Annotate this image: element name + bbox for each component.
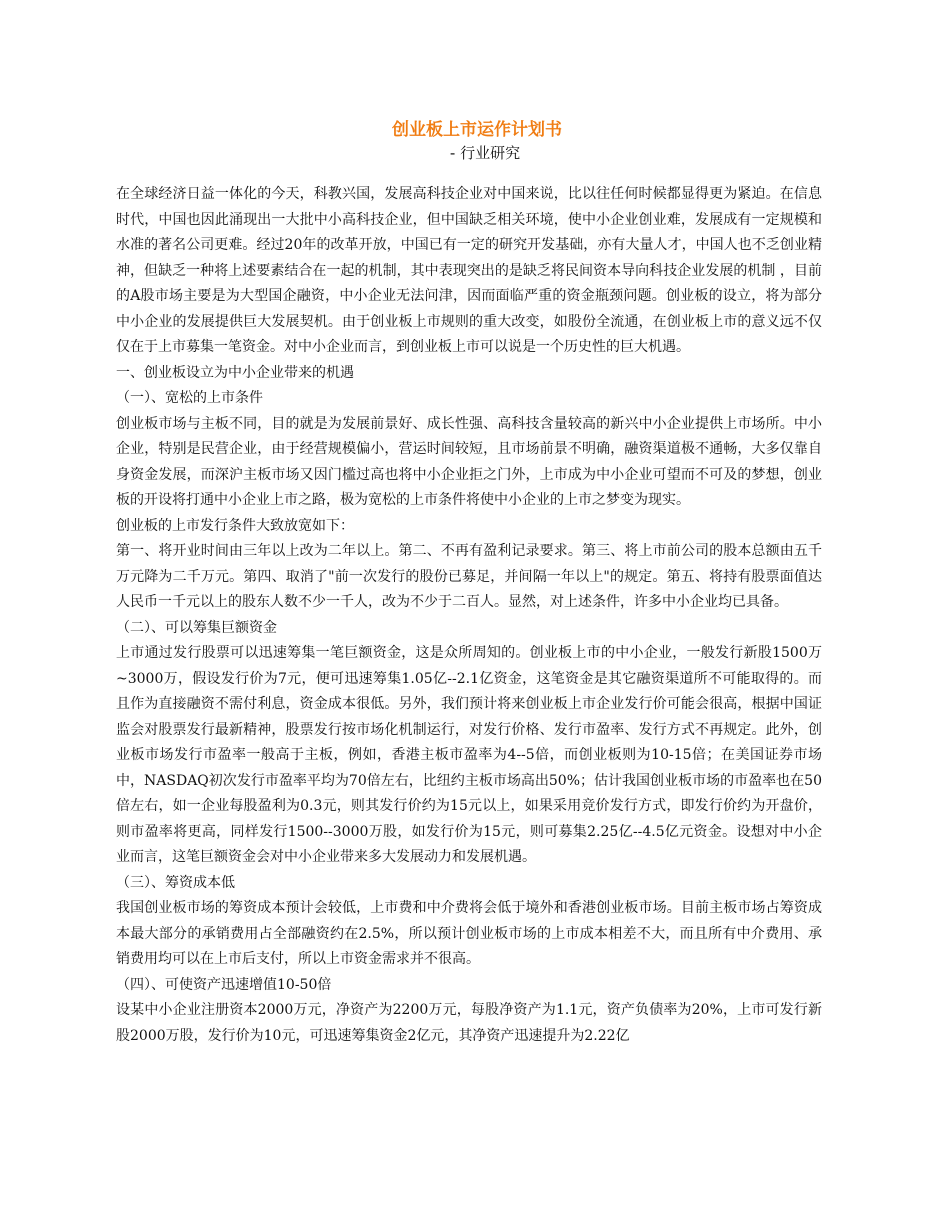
subsection-heading-3: （三）、筹资成本低 xyxy=(116,874,235,891)
intro-paragraph: 在全球经济日益一体化的今天，科教兴国，发展高科技企业对中国来说，比以往任何时候都显得更为紧迫。在信息时代，中国也因此涌现出一大批中小高科技企业，但中国缺乏相关环境，使中小企业创业难，发展成有一定规模和水准的著名公司更难。经过20年的改革开放，中国已有一定的研究开发基础，亦有大量人才，中国人也不乏创业精神，但缺乏一种将上述要素结合在一起的机制，其中表现突出的是缺乏将民间资本导向科技企业发展的机制 ，目前的A股市场主要是为大型国企融资，中小企业无法问津，因而面临严重的资金瓶颈问题。创业板的设立，将为部分中小企业的发展提供巨大发展契机。由于创业板上市规则的重大改变，如股份全流通，在创业板上市的意义远不仅仅在于上市募集一笔资金。对中小企业而言，到创业板上市可以说是一个历史性的巨大机遇。 xyxy=(116,186,822,355)
section-heading-1: 一、创业板设立为中小企业带来的机遇 xyxy=(116,364,354,381)
document-subtitle: - 行业研究 xyxy=(449,144,521,162)
subsection-heading-2: （二）、可以筹集巨额资金 xyxy=(116,619,277,636)
paragraph-listing-conditions: 创业板市场与主板不同，目的就是为发展前景好、成长性强、高科技含量较高的新兴中小企业提供上市场所。中小企业，特别是民营企业，由于经营规模偏小，营运时间较短，且市场前景不明确，融资渠道极不通畅，大多仅靠自身资金发展，而深沪主板市场又因门槛过高也将中小企业拒之门外，上市成为中小企业可望而不可及的梦想，创业板的开设将打通中小企业上市之路，极为宽松的上市条件将使中小企业的上市之梦变为现实。 xyxy=(116,415,822,508)
paragraph-asset-growth: 设某中小企业注册资本2000万元，净资产为2200万元，每股净资产为1.1元，资产负债率为20%，上市可发行新股2000万股，发行价为10元，可迅速筹集资金2亿元，其净资产迅速提升为2.22亿 xyxy=(116,1002,822,1044)
conditions-lead-in: 创业板的上市发行条件大致放宽如下： xyxy=(116,517,354,534)
document-title: 创业板上市运作计划书 xyxy=(392,120,562,140)
paragraph-low-cost: 我国创业板市场的筹资成本预计会较低，上市费和中介费将会低于境外和香港创业板市场。目前主板市场占筹资成本最大部分的承销费用占全部融资约在2.5%，所以预计创业板市场的上市成本相差不大，而且所有中介费用、承销费用均可以在上市后支付，所以上市资金需求并不很高。 xyxy=(116,900,822,967)
subsection-heading-1: （一）、宽松的上市条件 xyxy=(116,390,263,406)
document-page xyxy=(116,118,822,1049)
paragraph-conditions-list: 第一、将开业时间由三年以上改为二年以上。第二、不再有盈利记录要求。第三、将上市前公司的股本总额由五千万元降为二千万元。第四、取消了"前一次发行的股份已募足，并间隔一年以上"的规定。第五、将持有股票面值达人民币一千元以上的股东人数不少一千人，改为不少于二百人。显然，对上述条件，许多中小企业均已具备。 xyxy=(116,543,822,610)
subsection-heading-4: （四）、可使资产迅速增值10-50倍 xyxy=(116,976,332,993)
paragraph-fundraising: 上市通过发行股票可以迅速筹集一笔巨额资金，这是众所周知的。创业板上市的中小企业，一般发行新股1500万~3000万，假设发行价为7元，便可迅速筹集1.05亿--2.1亿资金，这笔资金是其它融资渠道所不可能取得的。而且作为直接融资不需付利息，资金成本很低。另外，我们预计将来创业板上市企业发行价可能会很高，根据中国证监会对股票发行最新精神，股票发行按市场化机制运行，对发行价格、发行市盈率、发行方式不再规定。此外，创业板市场发行市盈率一般高于主板，例如，香港主板市盈率为4--5倍，而创业板则为10-15倍；在美国证券市场中，NASDAQ初次发行市盈率平均为70倍左右，比纽约主板市场高出50%；估计我国创业板市场的市盈率也在50倍左右，如一企业每股盈利为0.3元，则其发行价约为15元以上，如果采用竞价发行方式，即发行价约为开盘价，则市盈率将更高，同样发行1500--3000万股，如发行价为15元，则可募集2.25亿--4.5亿元资金。设想对中小企业而言，这笔巨额资金会对中小企业带来多大发展动力和发展机遇。 xyxy=(116,645,822,865)
